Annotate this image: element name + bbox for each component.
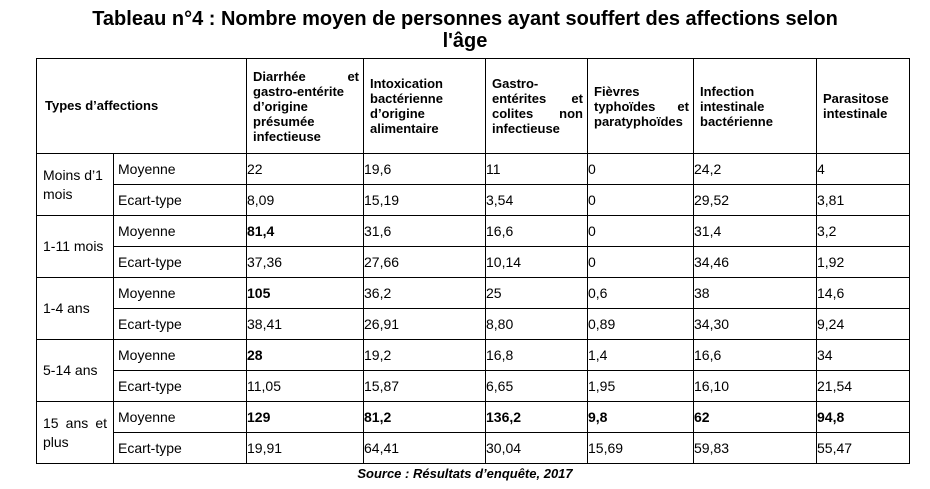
column-header: Infection intestinale bactérienne — [694, 59, 817, 154]
value-cell: 59,83 — [694, 433, 817, 464]
statistic-label: Moyenne — [114, 216, 247, 247]
title-line-1: Tableau n°4 : Nombre moyen de personnes ayant souffert des affections selon — [92, 8, 838, 30]
column-header: Diarrhée et gastro-entérite d’origine présumée infectieuse — [247, 59, 364, 154]
value-cell: 15,19 — [364, 185, 486, 216]
value-cell: 105 — [247, 278, 364, 309]
column-header: Gastro-entérites et colites non infectieuse — [486, 59, 588, 154]
value-cell: 94,8 — [817, 402, 910, 433]
value-cell: 21,54 — [817, 371, 910, 402]
value-cell: 36,2 — [364, 278, 486, 309]
statistic-label: Ecart-type — [114, 247, 247, 278]
value-cell: 30,04 — [486, 433, 588, 464]
statistic-label: Ecart-type — [114, 309, 247, 340]
source-note: Source : Résultats d’enquête, 2017 — [357, 466, 573, 481]
value-cell: 15,69 — [588, 433, 694, 464]
table-row — [37, 371, 910, 402]
value-cell: 14,6 — [817, 278, 910, 309]
value-cell: 3,2 — [817, 216, 910, 247]
value-cell: 64,41 — [364, 433, 486, 464]
value-cell: 9,24 — [817, 309, 910, 340]
value-cell: 31,6 — [364, 216, 486, 247]
table-row — [37, 216, 910, 247]
table-row — [37, 402, 910, 433]
table-row — [37, 278, 910, 309]
value-cell: 11 — [486, 154, 588, 185]
value-cell: 3,54 — [486, 185, 588, 216]
value-cell: 62 — [694, 402, 817, 433]
value-cell: 26,91 — [364, 309, 486, 340]
table-row — [37, 185, 910, 216]
age-group-label: 5-14 ans — [37, 340, 114, 402]
value-cell: 1,95 — [588, 371, 694, 402]
value-cell: 1,92 — [817, 247, 910, 278]
value-cell: 9,8 — [588, 402, 694, 433]
value-cell: 19,2 — [364, 340, 486, 371]
value-cell: 22 — [247, 154, 364, 185]
value-cell: 81,4 — [247, 216, 364, 247]
value-cell: 55,47 — [817, 433, 910, 464]
value-cell: 19,6 — [364, 154, 486, 185]
age-group-label: 1-4 ans — [37, 278, 114, 340]
column-header: Fièvres typhoïdes et paratyphoïdes — [588, 59, 694, 154]
statistic-label: Ecart-type — [114, 433, 247, 464]
table-row — [37, 154, 910, 185]
table-row — [37, 309, 910, 340]
column-header: Intoxication bactérienne d’origine alimentaire — [364, 59, 486, 154]
data-table — [36, 58, 910, 464]
value-cell: 37,36 — [247, 247, 364, 278]
value-cell: 0,6 — [588, 278, 694, 309]
value-cell: 0 — [588, 216, 694, 247]
value-cell: 34 — [817, 340, 910, 371]
value-cell: 8,80 — [486, 309, 588, 340]
value-cell: 10,14 — [486, 247, 588, 278]
value-cell: 29,52 — [694, 185, 817, 216]
age-group-label: Moins d’1 mois — [37, 154, 114, 216]
value-cell: 16,6 — [694, 340, 817, 371]
value-cell: 81,2 — [364, 402, 486, 433]
value-cell: 31,4 — [694, 216, 817, 247]
table-row — [37, 340, 910, 371]
value-cell: 16,10 — [694, 371, 817, 402]
value-cell: 11,05 — [247, 371, 364, 402]
value-cell: 136,2 — [486, 402, 588, 433]
statistic-label: Moyenne — [114, 340, 247, 371]
value-cell: 25 — [486, 278, 588, 309]
value-cell: 8,09 — [247, 185, 364, 216]
value-cell: 0 — [588, 154, 694, 185]
header-row — [37, 59, 910, 154]
value-cell: 0 — [588, 247, 694, 278]
value-cell: 27,66 — [364, 247, 486, 278]
statistic-label: Moyenne — [114, 154, 247, 185]
value-cell: 15,87 — [364, 371, 486, 402]
value-cell: 6,65 — [486, 371, 588, 402]
age-group-label: 1-11 mois — [37, 216, 114, 278]
table-body — [37, 154, 910, 464]
value-cell: 34,30 — [694, 309, 817, 340]
value-cell: 0 — [588, 185, 694, 216]
value-cell: 4 — [817, 154, 910, 185]
table-row — [37, 247, 910, 278]
value-cell: 38 — [694, 278, 817, 309]
value-cell: 19,91 — [247, 433, 364, 464]
value-cell: 129 — [247, 402, 364, 433]
corner-header: Types d’affections — [37, 59, 247, 154]
statistic-label: Moyenne — [114, 402, 247, 433]
statistic-label: Ecart-type — [114, 185, 247, 216]
column-header: Parasitose intestinale — [817, 59, 910, 154]
value-cell: 28 — [247, 340, 364, 371]
statistic-label: Ecart-type — [114, 371, 247, 402]
title-line-2: l'âge — [442, 30, 488, 52]
value-cell: 1,4 — [588, 340, 694, 371]
table-row — [37, 433, 910, 464]
age-group-label: 15 ans et plus — [37, 402, 114, 464]
statistic-label: Moyenne — [114, 278, 247, 309]
value-cell: 3,81 — [817, 185, 910, 216]
value-cell: 16,6 — [486, 216, 588, 247]
value-cell: 34,46 — [694, 247, 817, 278]
table-title — [0, 8, 930, 52]
value-cell: 38,41 — [247, 309, 364, 340]
value-cell: 0,89 — [588, 309, 694, 340]
value-cell: 16,8 — [486, 340, 588, 371]
value-cell: 24,2 — [694, 154, 817, 185]
